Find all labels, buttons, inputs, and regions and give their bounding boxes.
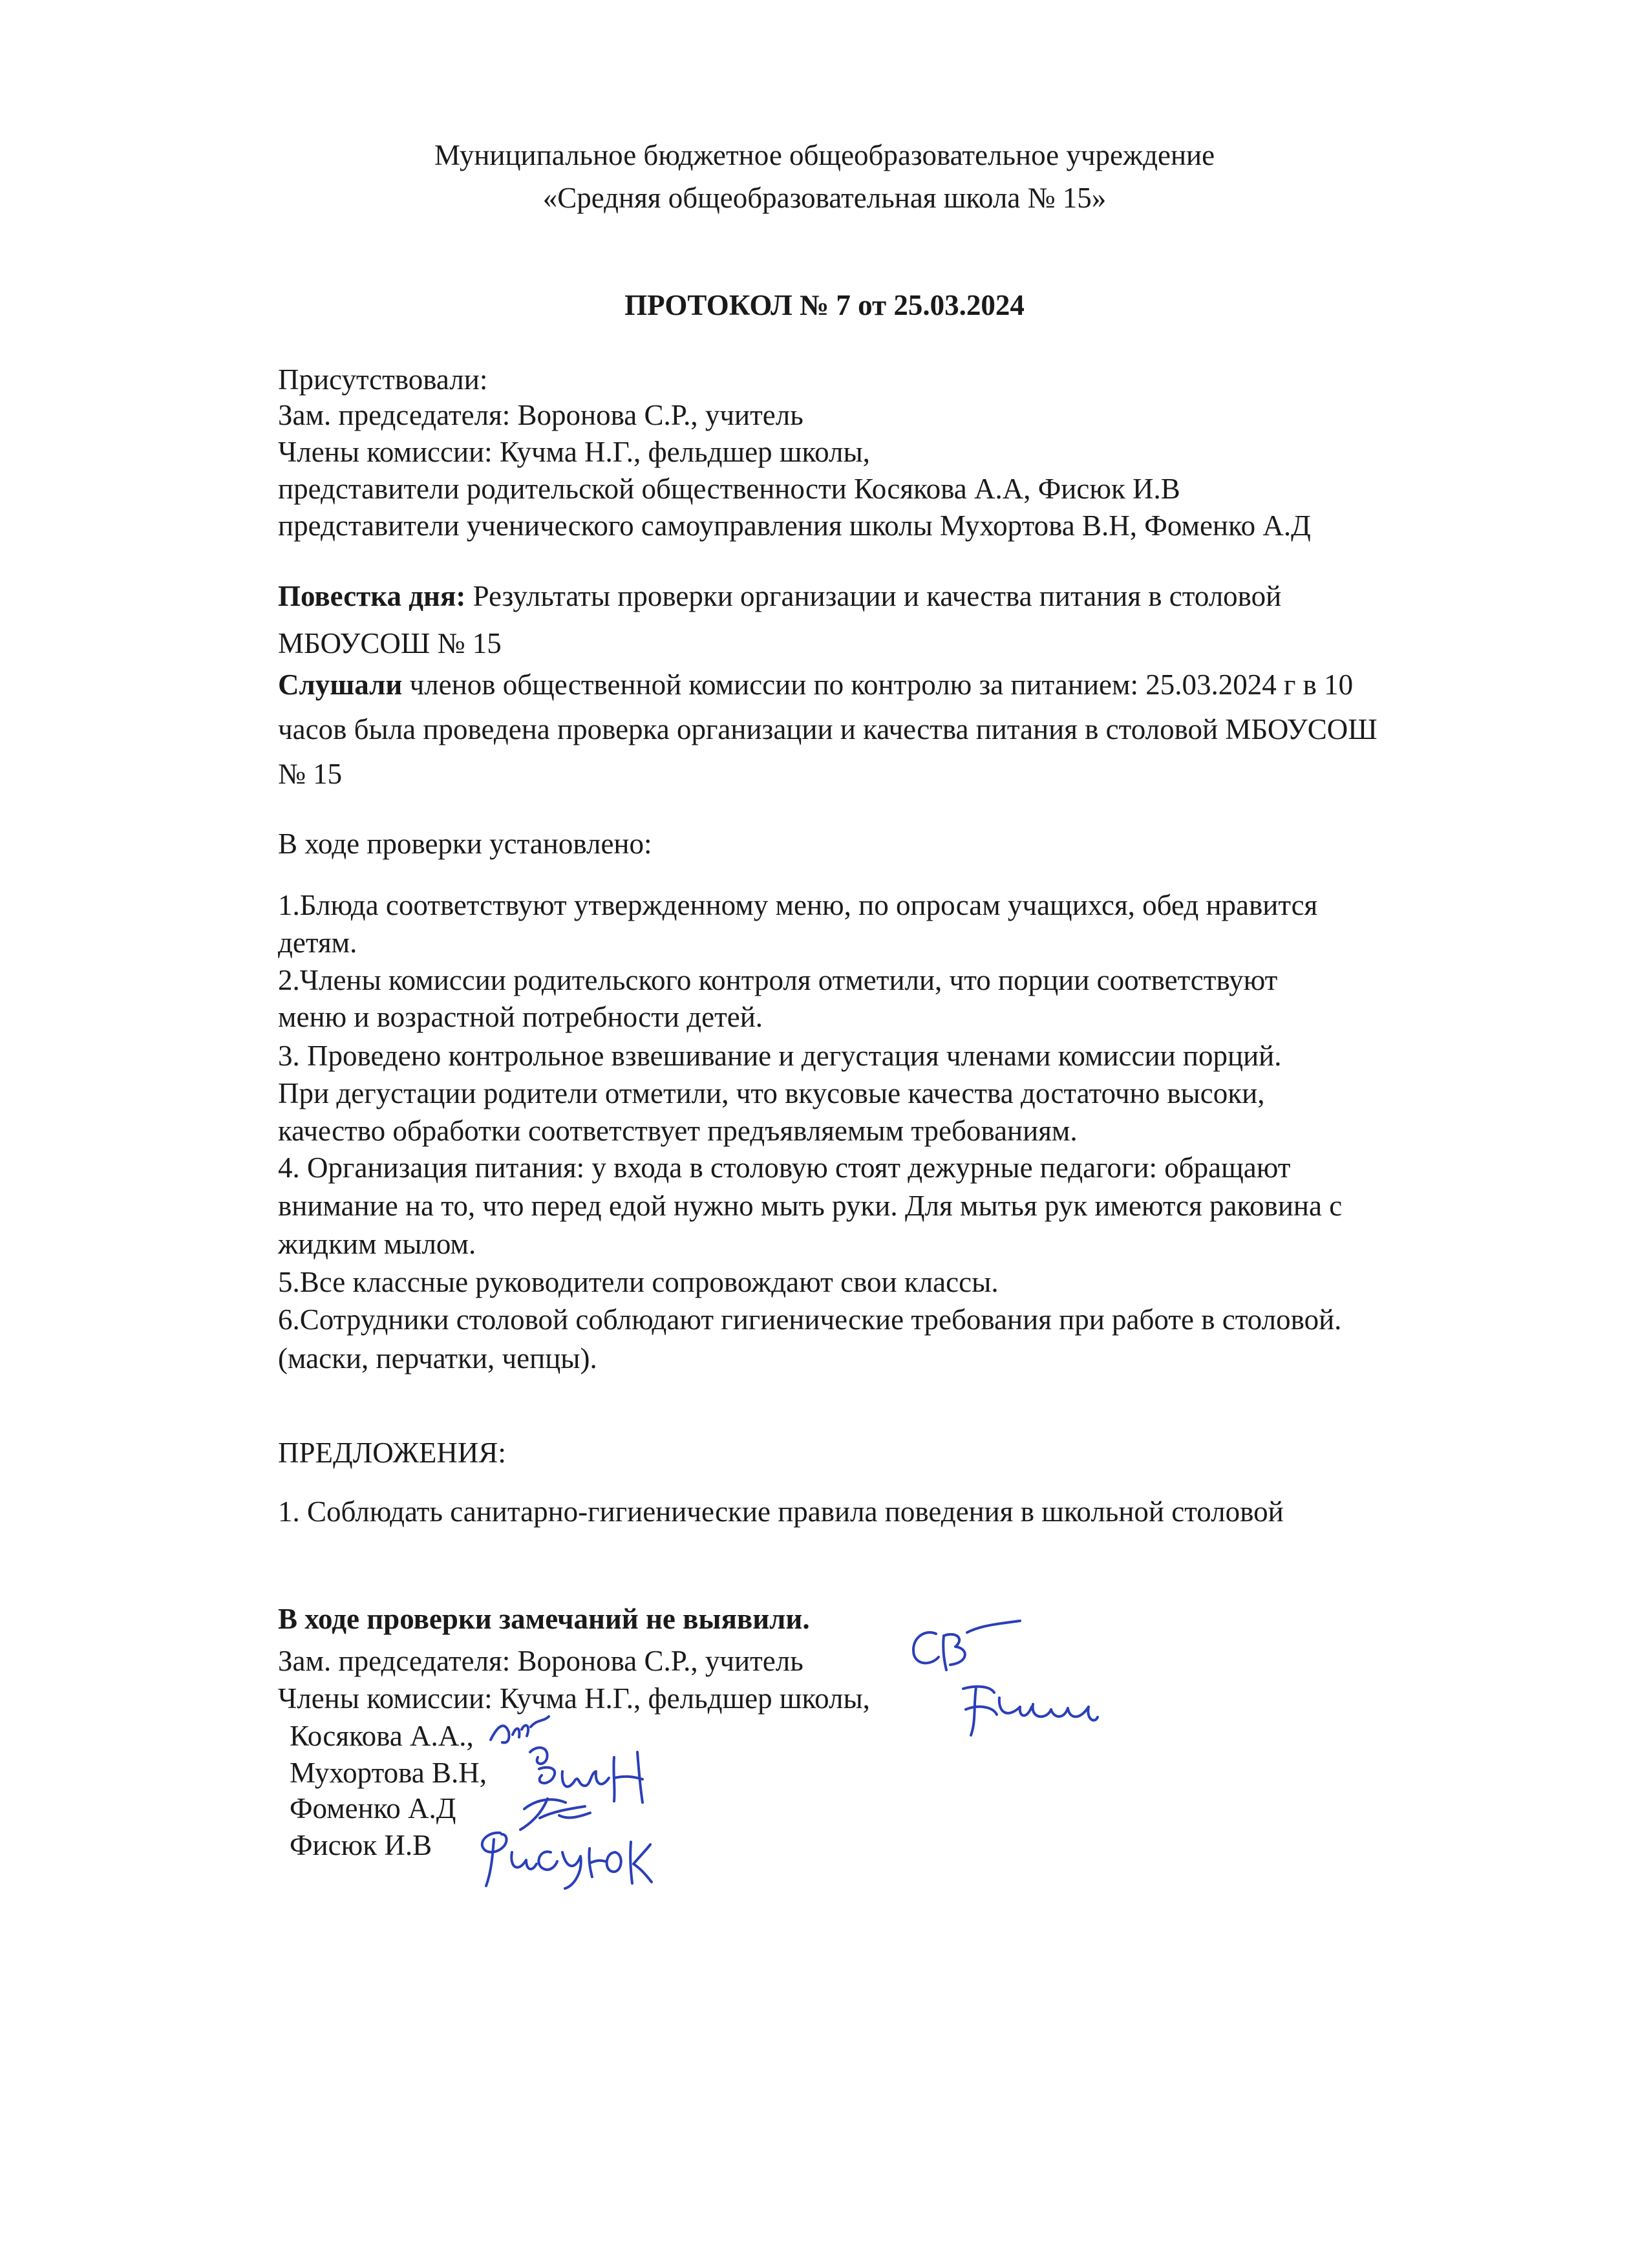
finding-line: 3. Проведено контрольное взвешивание и дегустация членами комиссии порций. bbox=[278, 1040, 1282, 1072]
agenda-line1 bbox=[278, 582, 1281, 611]
signature-voronova-handwritten bbox=[905, 1620, 1021, 1681]
proposals-heading: ПРЕДЛОЖЕНИЯ: bbox=[278, 1437, 506, 1469]
finding-line: меню и возрастной потребности детей. bbox=[278, 1001, 763, 1033]
finding-line: 2.Члены комиссии родительского контроля отметили, что порции соответствуют bbox=[278, 964, 1278, 996]
signature-fomenko: Фоменко А.Д bbox=[290, 1792, 456, 1824]
signature-members: Члены комиссии: Кучма Н.Г., фельдшер школы, bbox=[278, 1682, 870, 1715]
conclusion: В ходе проверки замечаний не выявили. bbox=[278, 1603, 810, 1635]
proposal-item: 1. Соблюдать санитарно-гигиенические правила поведения в школьной столовой bbox=[278, 1495, 1284, 1528]
findings-heading: В ходе проверки установлено: bbox=[278, 828, 652, 860]
finding-line: При дегустации родители отметили, что вкусовые качества достаточно высоки, bbox=[278, 1077, 1265, 1109]
attendee-deputy: Зам. председателя: Воронова С.Р., учитель bbox=[278, 399, 803, 431]
heard-line3: № 15 bbox=[278, 758, 343, 790]
finding-line: 5.Все классные руководители сопровождают свои классы. bbox=[278, 1266, 999, 1298]
attendees-heading: Присутствовали: bbox=[278, 363, 488, 396]
institution-name-line2: «Средняя общеобразовательная школа № 15» bbox=[542, 182, 1107, 214]
agenda-line2: МБОУСОШ № 15 bbox=[278, 627, 502, 659]
institution-name-line1: Муниципальное бюджетное общеобразовательное учреждение bbox=[434, 139, 1215, 171]
heard-line2: часов была проведена проверка организации и качества питания в столовой МБОУСОШ bbox=[278, 713, 1378, 745]
finding-line: 1.Блюда соответствуют утвержденному меню, по опросам учащихся, обед нравится bbox=[278, 889, 1318, 921]
signature-kuchma-handwritten bbox=[957, 1681, 1099, 1739]
signature-fisyuk: Фисюк И.В bbox=[290, 1829, 432, 1861]
agenda-text: Результаты проверки организации и качества питания в столовой bbox=[465, 580, 1282, 612]
attendee-members: Члены комиссии: Кучма Н.Г., фельдшер школы, bbox=[278, 436, 870, 468]
finding-line: качество обработки соответствует предъявляемым требованиям. bbox=[278, 1115, 1078, 1147]
heard-line1 bbox=[278, 670, 1353, 700]
heard-label: Слушали bbox=[278, 669, 403, 701]
finding-line: 4. Организация питания: у входа в столовую стоят дежурные педагоги: обращают bbox=[278, 1151, 1291, 1184]
attendee-students: представители ученического самоуправления школы Мухортова В.Н, Фоменко А.Д bbox=[278, 509, 1311, 542]
finding-line: 6.Сотрудники столовой соблюдают гигиенические требования при работе в столовой. bbox=[278, 1303, 1342, 1336]
signature-deputy: Зам. председателя: Воронова С.Р., учитель bbox=[278, 1645, 803, 1677]
finding-line: жидким мылом. bbox=[278, 1228, 476, 1260]
heard-text: членов общественной комиссии по контролю за питанием: 25.03.2024 г в 10 bbox=[402, 669, 1354, 701]
finding-line: детям. bbox=[278, 926, 357, 959]
agenda-label: Повестка дня: bbox=[278, 580, 466, 612]
attendee-parents: представители родительской общественности Косякова А.А, Фисюк И.В bbox=[278, 473, 1180, 505]
signature-fisyuk-handwritten bbox=[472, 1826, 653, 1891]
finding-line: (маски, перчатки, чепцы). bbox=[278, 1342, 597, 1375]
finding-line: внимание на то, что перед едой нужно мыть руки. Для мытья рук имеются раковина с bbox=[278, 1190, 1343, 1222]
protocol-title: ПРОТОКОЛ № 7 от 25.03.2024 bbox=[624, 289, 1025, 321]
signature-kosyakova: Косякова А.А., bbox=[290, 1720, 474, 1752]
signature-mukhortova: Мухортова В.Н, bbox=[290, 1757, 487, 1789]
